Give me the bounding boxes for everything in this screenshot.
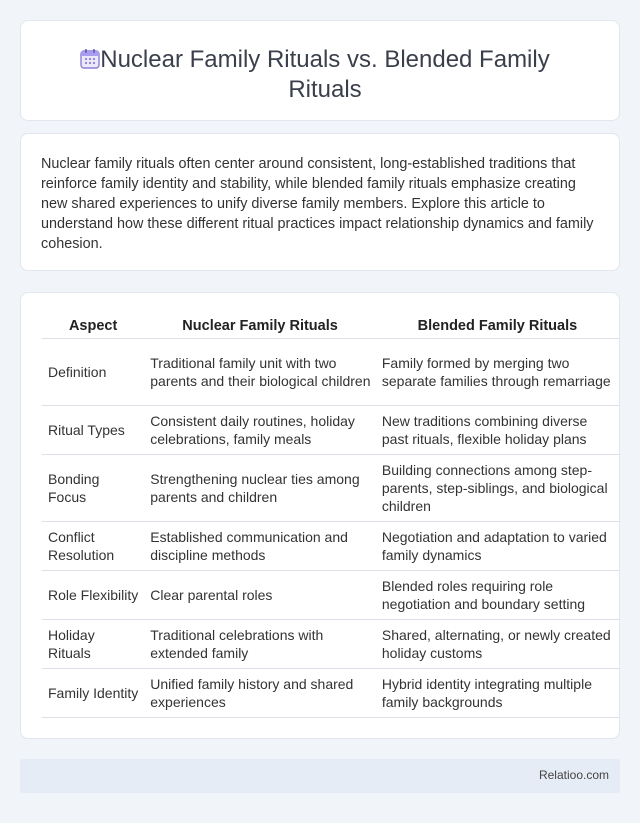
header-aspect: Aspect [42, 317, 144, 339]
aspect-cell: Role Flexibility [42, 571, 144, 620]
nuclear-cell: Traditional family unit with two parents and their biological children [144, 339, 376, 406]
title-card [20, 20, 620, 121]
comparison-card [20, 292, 620, 739]
aspect-cell: Holiday Rituals [42, 620, 144, 669]
blended-cell: Hybrid identity integrating multiple family backgrounds [376, 669, 619, 718]
footer-bar [20, 759, 620, 793]
header-nuclear: Nuclear Family Rituals [144, 317, 376, 339]
table-row [42, 406, 619, 455]
aspect-cell: Family Identity [42, 669, 144, 718]
blended-cell: Building connections among step-parents, step-siblings, and biological children [376, 455, 619, 522]
nuclear-cell: Clear parental roles [144, 571, 376, 620]
table-row [42, 620, 619, 669]
aspect-cell: Definition [42, 339, 144, 406]
aspect-cell: Ritual Types [42, 406, 144, 455]
blended-cell: New traditions combining diverse past rituals, flexible holiday plans [376, 406, 619, 455]
nuclear-cell: Traditional celebrations with extended family [144, 620, 376, 669]
nuclear-cell: Unified family history and shared experiences [144, 669, 376, 718]
nuclear-cell: Strengthening nuclear ties among parents and children [144, 455, 376, 522]
nuclear-cell: Established communication and discipline methods [144, 522, 376, 571]
blended-cell: Shared, alternating, or newly created holiday customs [376, 620, 619, 669]
aspect-cell: Bonding Focus [42, 455, 144, 522]
blended-cell: Family formed by merging two separate families through remarriage [376, 339, 619, 406]
intro-card [20, 133, 620, 271]
blended-cell: Negotiation and adaptation to varied family dynamics [376, 522, 619, 571]
table-row [42, 571, 619, 620]
table-header-row [42, 317, 619, 339]
table-row [42, 669, 619, 718]
intro-paragraph: Nuclear family rituals often center around consistent, long-established traditions that reinforce family identity and stability, while blended family rituals emphasize creating new shared experiences to unify diverse family members. Explore this article to understand how these different ritual practices impact relationship dynamics and family cohesion. [41, 156, 594, 252]
nuclear-cell: Consistent daily routines, holiday celebrations, family meals [144, 406, 376, 455]
table-row [42, 339, 619, 406]
table-row [42, 522, 619, 571]
comparison-table [42, 317, 619, 718]
blended-cell: Blended roles requiring role negotiation and boundary setting [376, 571, 619, 620]
header-blended: Blended Family Rituals [376, 317, 619, 339]
page-title: Nuclear Family Rituals vs. Blended Family Rituals [100, 46, 550, 103]
table-row [42, 455, 619, 522]
footer-brand[interactable]: Relatioo.com [538, 768, 609, 782]
aspect-cell: Conflict Resolution [42, 522, 144, 571]
